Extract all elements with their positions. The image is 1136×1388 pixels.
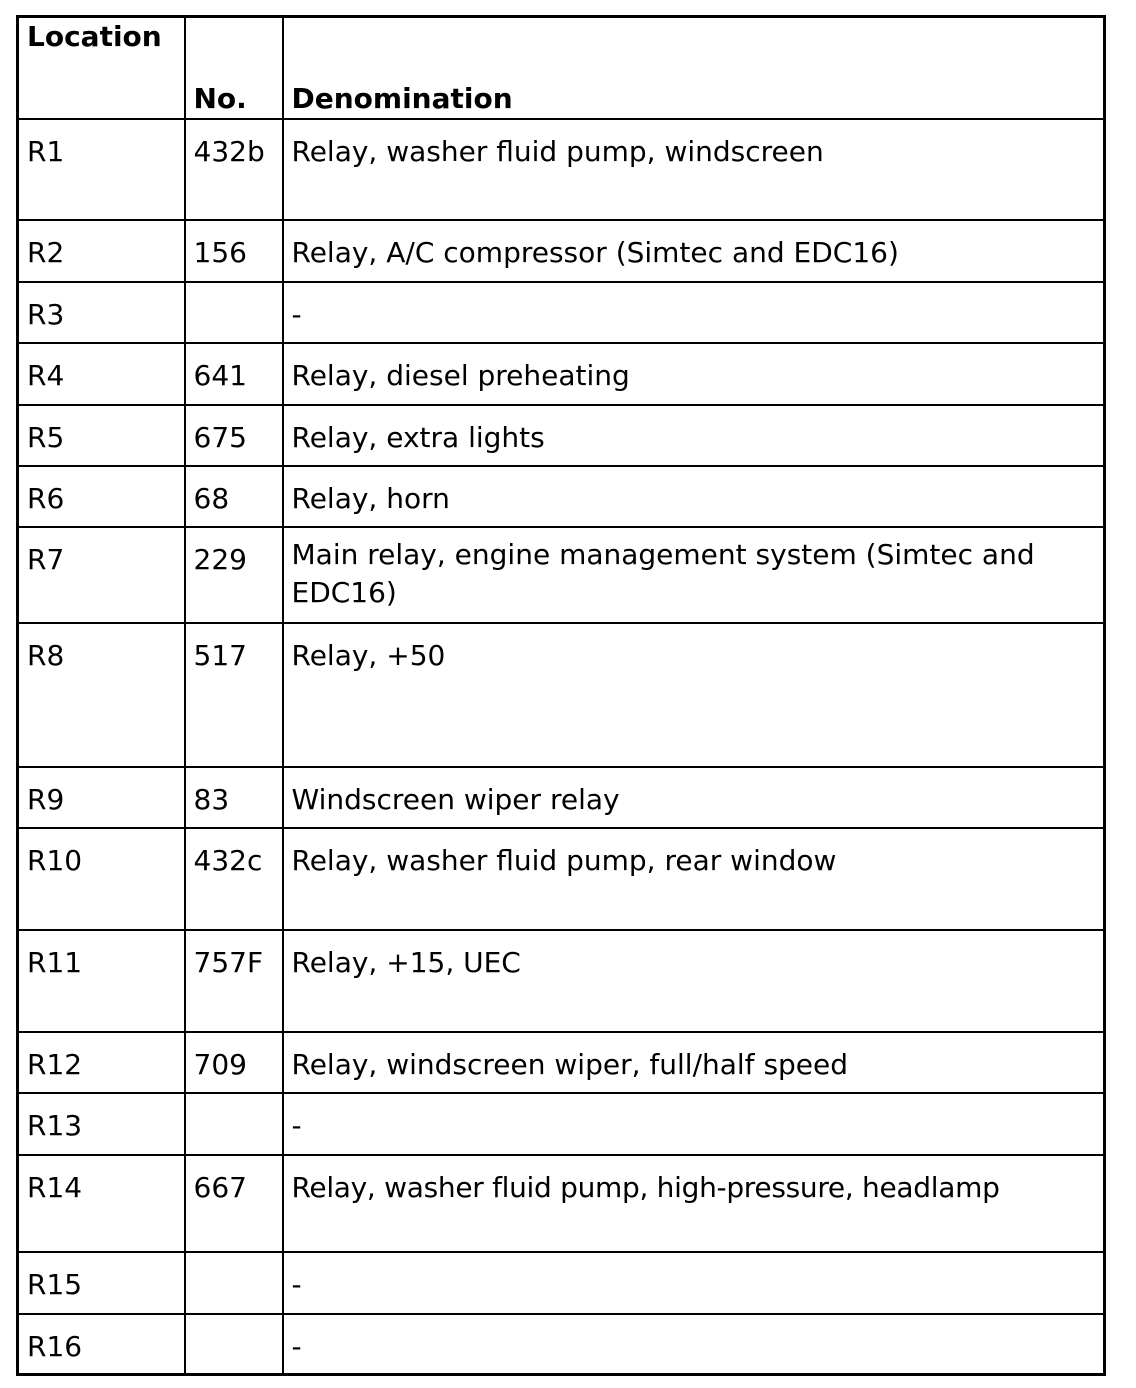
table-row: [18, 1032, 1105, 1093]
table-row: [18, 828, 1105, 930]
cell-location: R10: [18, 828, 185, 930]
table-row: [18, 1252, 1105, 1314]
table-row: [18, 1155, 1105, 1252]
table-row: [18, 1093, 1105, 1155]
cell-location: R5: [18, 405, 185, 466]
cell-denomination: Relay, washer fluid pump, windscreen: [283, 119, 1105, 220]
header-location: Location: [18, 17, 185, 119]
cell-denomination: Relay, windscreen wiper, full/half speed: [283, 1032, 1105, 1093]
cell-denomination: Relay, washer fluid pump, rear window: [283, 828, 1105, 930]
table-row: [18, 930, 1105, 1032]
cell-denomination: Relay, washer fluid pump, high-pressure, headlamp: [283, 1155, 1105, 1252]
cell-denomination: -: [283, 282, 1105, 343]
cell-location: R8: [18, 623, 185, 767]
cell-location: R9: [18, 767, 185, 828]
cell-no: 517: [185, 623, 283, 767]
cell-no: 757F: [185, 930, 283, 1032]
cell-no: [185, 1314, 283, 1375]
table-row: [18, 767, 1105, 828]
table-row: [18, 343, 1105, 405]
cell-denomination: Main relay, engine management system (Simtec and EDC16): [283, 527, 1105, 623]
cell-location: R6: [18, 466, 185, 527]
cell-no: 641: [185, 343, 283, 405]
table-row: [18, 119, 1105, 220]
cell-no: 229: [185, 527, 283, 623]
cell-no: 68: [185, 466, 283, 527]
cell-no: 156: [185, 220, 283, 282]
cell-denomination: Relay, extra lights: [283, 405, 1105, 466]
cell-no: 675: [185, 405, 283, 466]
cell-denomination: Relay, horn: [283, 466, 1105, 527]
table-row: [18, 466, 1105, 527]
relay-table: [16, 15, 1106, 1376]
cell-no: 667: [185, 1155, 283, 1252]
cell-location: R12: [18, 1032, 185, 1093]
cell-no: 709: [185, 1032, 283, 1093]
table-row: [18, 1314, 1105, 1375]
table-row: [18, 527, 1105, 623]
cell-no: 432b: [185, 119, 283, 220]
cell-denomination: Relay, +50: [283, 623, 1105, 767]
cell-no: [185, 282, 283, 343]
cell-location: R4: [18, 343, 185, 405]
cell-denomination: Relay, diesel preheating: [283, 343, 1105, 405]
table-row: [18, 282, 1105, 343]
cell-location: R14: [18, 1155, 185, 1252]
cell-denomination: Relay, +15, UEC: [283, 930, 1105, 1032]
header-no: No.: [185, 17, 283, 119]
cell-no: 83: [185, 767, 283, 828]
header-denomination: Denomination: [283, 17, 1105, 119]
cell-location: R16: [18, 1314, 185, 1375]
cell-location: R1: [18, 119, 185, 220]
cell-location: R11: [18, 930, 185, 1032]
cell-location: R15: [18, 1252, 185, 1314]
cell-denomination: Windscreen wiper relay: [283, 767, 1105, 828]
cell-location: R3: [18, 282, 185, 343]
cell-denomination: -: [283, 1314, 1105, 1375]
cell-denomination: -: [283, 1093, 1105, 1155]
cell-location: R13: [18, 1093, 185, 1155]
cell-no: 432c: [185, 828, 283, 930]
table-row: [18, 623, 1105, 767]
cell-no: [185, 1093, 283, 1155]
table-row: [18, 220, 1105, 282]
cell-denomination: Relay, A/C compressor (Simtec and EDC16): [283, 220, 1105, 282]
header-row: [18, 17, 1105, 119]
table-row: [18, 405, 1105, 466]
cell-denomination: -: [283, 1252, 1105, 1314]
cell-no: [185, 1252, 283, 1314]
cell-location: R2: [18, 220, 185, 282]
cell-location: R7: [18, 527, 185, 623]
